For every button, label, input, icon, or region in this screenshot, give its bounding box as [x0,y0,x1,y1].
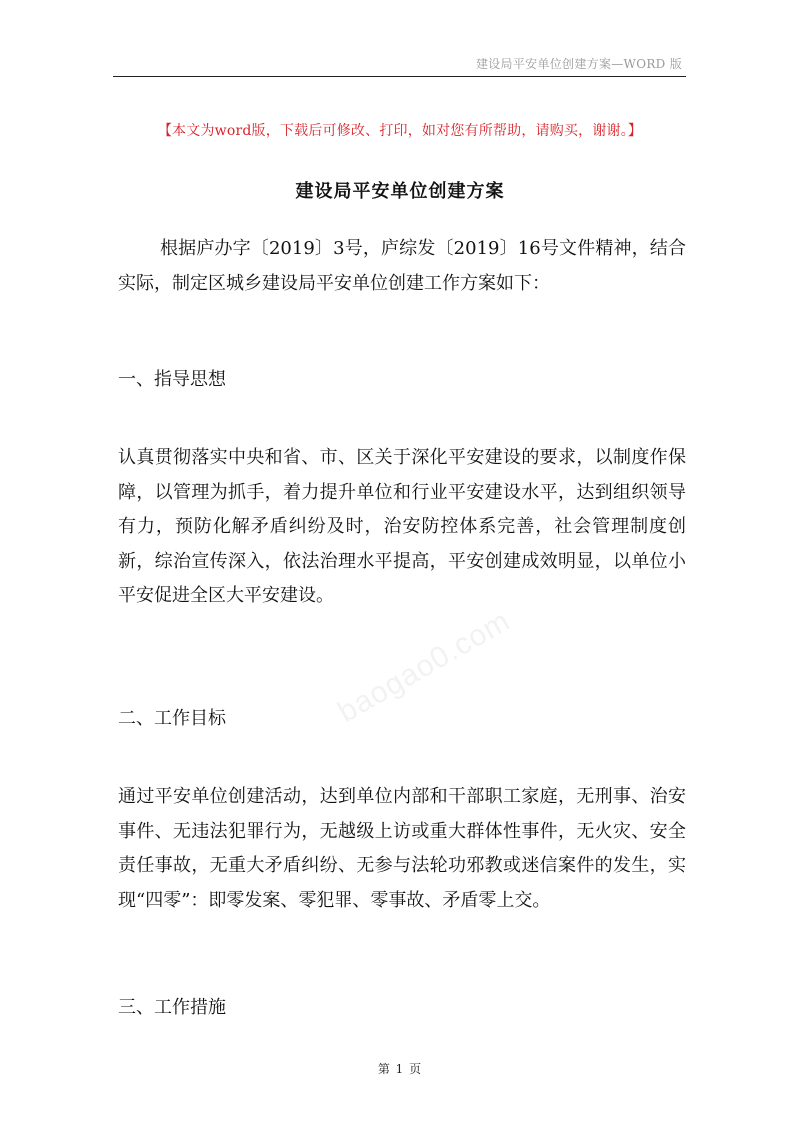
document-title: 建设局平安单位创建方案 [295,181,505,202]
page-number: 第 1 页 [377,1062,423,1076]
section-heading-2: 二、工作目标 [118,708,226,729]
section-body-2: 通过平安单位创建活动，达到单位内部和干部职工家庭，无刑事、治安事件、无违法犯罪行为，无越级上访或重大群体性事件，无火灾、安全责任事故，无重大矛盾纠纷、无参与法轮功邪教或迷信案件的发生，实现“四零”：即零发案、零犯罪、零事故、矛盾零上交。 [118,786,686,911]
header-divider [113,76,686,77]
section-body-1: 认真贯彻落实中央和省、市、区关于深化平安建设的要求，以制度作保障，以管理为抓手，着力提升单位和行业平安建设水平，达到组织领导有力，预防化解矛盾纠纷及时，治安防控体系完善，社会管理制度创新，综治宣传深入，依法治理水平提高，平安创建成效明显，以单位小平安促进全区大平安建设。 [118,447,686,606]
section-heading-1: 一、指导思想 [118,369,226,390]
intro-paragraph: 根据庐办字〔2019〕3号，庐综发〔2019〕16号文件精神，结合实际，制定区城乡建设局平安单位创建工作方案如下： [118,238,686,294]
section-heading-3: 三、工作措施 [118,997,226,1018]
purchase-notice: 【本文为word版，下载后可修改、打印，如对您有所帮助，请购买，谢谢。】 [157,123,643,139]
running-header: 建设局平安单位创建方案—WORD 版 [475,57,682,71]
watermark: baogao0.com [332,604,516,730]
